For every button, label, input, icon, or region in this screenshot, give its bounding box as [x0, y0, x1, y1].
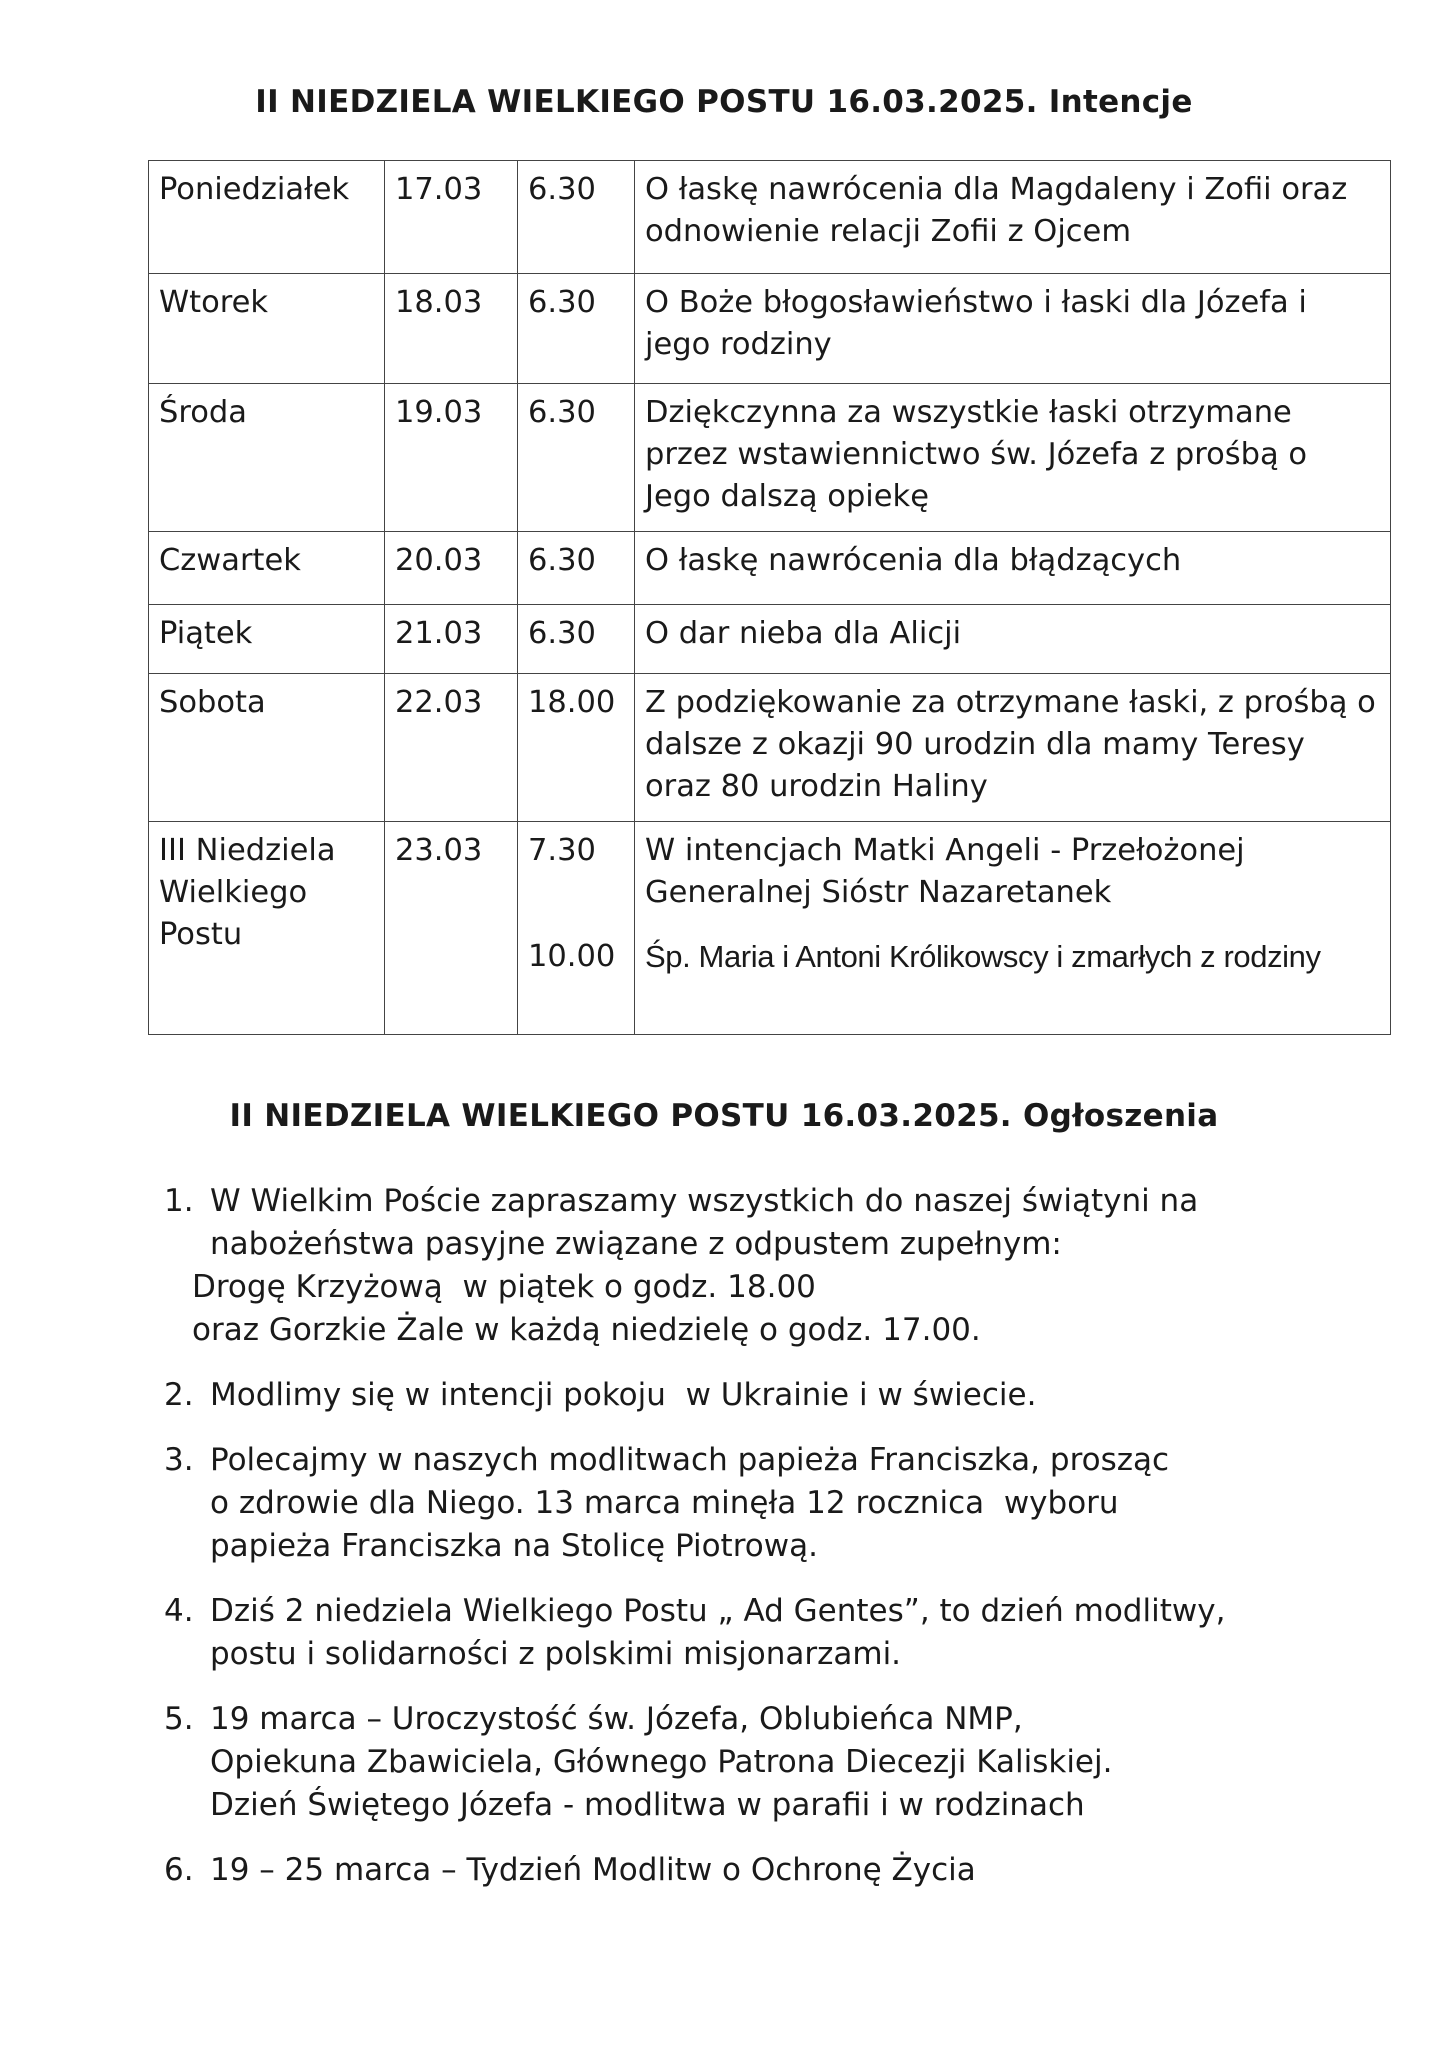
date-cell: 19.03	[385, 384, 518, 532]
slot-intention: W intencjach Matki Angeli - Przełożonej Generalnej Sióstr Nazaretanek	[645, 833, 1245, 910]
day-cell: III Niedziela Wielkiego Postu	[149, 822, 385, 1035]
date-cell: 22.03	[385, 674, 518, 822]
item-line: o zdrowie dla Niego. 13 marca minęła 12 rocznica wyboru	[210, 1485, 1119, 1521]
intentions-title: II NIEDZIELA WIELKIEGO POSTU 16.03.2025. Intencje	[255, 84, 1193, 120]
date-cell: 20.03	[385, 532, 518, 605]
item-number: 5.	[164, 1701, 194, 1737]
table-row	[149, 161, 1391, 274]
day-cell: Sobota	[149, 674, 385, 822]
day-cell: Piątek	[149, 605, 385, 674]
item-line: 19 – 25 marca – Tydzień Modlitw o Ochronę Życia	[210, 1852, 976, 1888]
item-number: 4.	[164, 1593, 194, 1629]
announcements-list	[150, 1180, 1350, 1914]
list-item	[150, 1698, 1350, 1827]
item-line: Dzień Świętego Józefa - modlitwa w parafii i w rodzinach	[210, 1787, 1085, 1823]
table-row	[149, 605, 1391, 674]
time-cell: 6.30	[518, 161, 635, 274]
list-item	[150, 1180, 1350, 1352]
announcements-title: II NIEDZIELA WIELKIEGO POSTU 16.03.2025. Ogłoszenia	[229, 1098, 1219, 1134]
item-line: Dziś 2 niedziela Wielkiego Postu „ Ad Gentes”, to dzień modlitwy,	[210, 1593, 1226, 1629]
list-item	[150, 1439, 1350, 1568]
slot-time: 10.00	[528, 939, 616, 974]
item-line: nabożeństwa pasyjne związane z odpustem zupełnym:	[210, 1226, 1062, 1262]
table-row	[149, 674, 1391, 822]
intention-cell: O dar nieba dla Alicji	[635, 605, 1391, 674]
item-line: Polecajmy w naszych modlitwach papieża Franciszka, prosząc	[210, 1442, 1170, 1478]
table-row	[149, 532, 1391, 605]
list-item	[150, 1374, 1350, 1417]
intention-cell: Z podziękowanie za otrzymane łaski, z prośbą o dalsze z okazji 90 urodzin dla mamy Teresy oraz 80 urodzin Haliny	[635, 674, 1391, 822]
slot-time: 7.30	[528, 833, 596, 868]
item-number: 1.	[164, 1183, 194, 1219]
time-cell: 6.30	[518, 384, 635, 532]
table-row	[149, 822, 1391, 1035]
date-cell: 23.03	[385, 822, 518, 1035]
day-cell: Poniedziałek	[149, 161, 385, 274]
time-cell	[518, 822, 635, 1035]
item-line: Drogę Krzyżową w piątek o godz. 18.00	[192, 1269, 816, 1305]
time-cell: 18.00	[518, 674, 635, 822]
item-line: Opiekuna Zbawiciela, Głównego Patrona Diecezji Kaliskiej.	[210, 1744, 1113, 1780]
day-cell: Środa	[149, 384, 385, 532]
date-cell: 21.03	[385, 605, 518, 674]
day-cell: Czwartek	[149, 532, 385, 605]
item-number: 3.	[164, 1442, 194, 1478]
item-line: postu i solidarności z polskimi misjonarzami.	[210, 1636, 902, 1672]
item-line: W Wielkim Poście zapraszamy wszystkich do naszej świątyni na	[210, 1183, 1199, 1219]
item-line: Modlimy się w intencji pokoju w Ukrainie i w świecie.	[210, 1377, 1037, 1413]
table-row	[149, 274, 1391, 384]
intention-cell: O łaskę nawrócenia dla błądzących	[635, 532, 1391, 605]
list-item	[150, 1590, 1350, 1676]
intention-cell: O Boże błogosławieństwo i łaski dla Józefa i jego rodziny	[635, 274, 1391, 384]
item-line: oraz Gorzkie Żale w każdą niedzielę o godz. 17.00.	[192, 1312, 981, 1348]
time-cell: 6.30	[518, 605, 635, 674]
list-item	[150, 1849, 1350, 1892]
intentions-table	[148, 160, 1391, 1035]
table-row	[149, 384, 1391, 532]
item-number: 6.	[164, 1852, 194, 1888]
day-cell: Wtorek	[149, 274, 385, 384]
item-line: papieża Franciszka na Stolicę Piotrową.	[210, 1528, 818, 1564]
time-cell: 6.30	[518, 532, 635, 605]
item-number: 2.	[164, 1377, 194, 1413]
intention-cell: Dziękczynna za wszystkie łaski otrzymane przez wstawiennictwo św. Józefa z prośbą o Jego dalszą opiekę	[635, 384, 1391, 532]
intention-cell: O łaskę nawrócenia dla Magdaleny i Zofii oraz odnowienie relacji Zofii z Ojcem	[635, 161, 1391, 274]
slot-intention: Śp. Maria i Antoni Królikowscy i zmarłych z rodziny	[645, 939, 1321, 974]
date-cell: 18.03	[385, 274, 518, 384]
item-line: 19 marca – Uroczystość św. Józefa, Oblubieńca NMP,	[210, 1701, 1023, 1737]
intention-cell	[635, 822, 1391, 1035]
time-cell: 6.30	[518, 274, 635, 384]
date-cell: 17.03	[385, 161, 518, 274]
